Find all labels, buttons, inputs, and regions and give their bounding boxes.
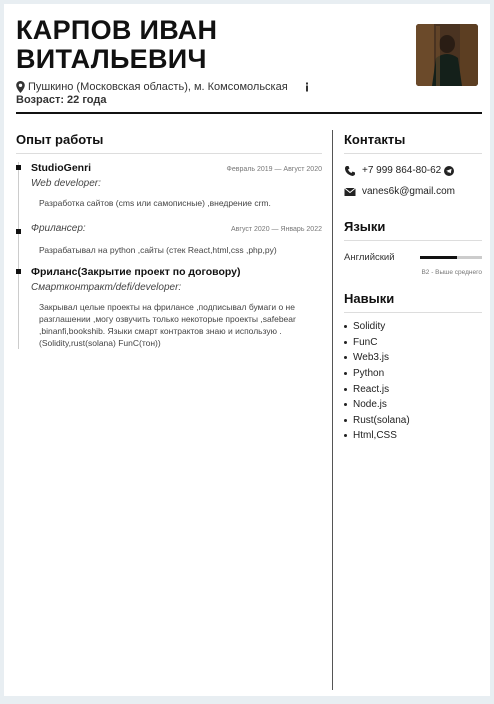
header-divider xyxy=(16,112,482,114)
job-dates: Февраль 2019 — Август 2020 xyxy=(226,166,322,173)
phone-icon xyxy=(344,165,356,177)
language-level-text: B2 - Выше среднего xyxy=(421,269,482,276)
job-description: Разрабатывал на python ,сайты (стек React,html,css ,php,py) xyxy=(39,245,277,255)
experience-section xyxy=(16,132,322,359)
age-text: Возраст: 22 года xyxy=(16,94,107,106)
languages-title: Языки xyxy=(344,219,386,234)
contact-email[interactable] xyxy=(344,183,482,200)
bullet-marker xyxy=(16,269,21,274)
job-role: Смартконтракт/defi/developer: xyxy=(31,282,182,293)
language-level-bar xyxy=(420,256,482,259)
language-level-fill xyxy=(420,256,457,259)
job-dates: Август 2020 — Январь 2022 xyxy=(231,226,322,233)
job-company: StudioGenri xyxy=(31,162,92,174)
job-item xyxy=(31,162,322,209)
skill-item: Web3.js xyxy=(344,350,482,366)
skill-item: React.js xyxy=(344,381,482,397)
section-rule xyxy=(344,312,482,313)
profile-photo xyxy=(416,24,478,86)
email-icon xyxy=(344,186,356,198)
section-rule xyxy=(16,153,322,154)
job-role: Фрилансер: xyxy=(31,223,86,234)
bullet-marker xyxy=(16,165,21,170)
skill-item: FunC xyxy=(344,335,482,351)
email-text: vanes6k@gmail.com xyxy=(362,186,455,197)
resume-header xyxy=(16,16,482,106)
full-name: КАРПОВ ИВАН ВИТАЛЬЕВИЧ xyxy=(16,15,218,74)
jobs-list xyxy=(18,162,322,349)
telegram-icon[interactable] xyxy=(444,166,454,176)
section-rule xyxy=(344,153,482,154)
skill-item: Html,CSS xyxy=(344,428,482,444)
section-rule xyxy=(344,240,482,241)
contact-phone[interactable] xyxy=(344,162,482,179)
location-text: Пушкино (Московская область), м. Комсомольская xyxy=(28,81,288,93)
skill-item: Node.js xyxy=(344,397,482,413)
bullet-marker xyxy=(16,229,21,234)
resume-page xyxy=(4,4,490,696)
job-item xyxy=(31,266,322,349)
skills-title: Навыки xyxy=(344,291,395,306)
skills-list xyxy=(344,319,482,444)
sidebar xyxy=(344,132,482,444)
contacts-title: Контакты xyxy=(344,132,406,147)
skill-item: Python xyxy=(344,366,482,382)
experience-title: Опыт работы xyxy=(16,132,104,147)
job-role: Web developer: xyxy=(31,178,101,189)
language-item xyxy=(344,252,482,263)
location-line xyxy=(16,81,482,93)
job-item xyxy=(31,223,322,256)
language-name: Английский xyxy=(344,252,395,263)
skill-item: Solidity xyxy=(344,319,482,335)
info-icon[interactable] xyxy=(302,82,312,92)
skill-item: Rust(solana) xyxy=(344,413,482,429)
column-divider xyxy=(332,130,333,690)
job-description: Разработка сайтов (cms или самописные) ,внедрение crm. xyxy=(39,198,271,208)
job-description: Закрывал целые проекты на фрилансе ,подписывал бумаги о не разглашении ,могу озвучить только некоторые проекты ,safebear ,binanfi,bookshib. Языки смарт контрактов знаю и использую . (Solidity,rust(solana) FunC(тон)) xyxy=(39,302,296,348)
job-company: Фриланс(Закрытие проект по договору) xyxy=(31,266,241,278)
location-pin-icon xyxy=(16,81,25,93)
phone-text: +7 999 864-80-62 xyxy=(362,165,442,176)
